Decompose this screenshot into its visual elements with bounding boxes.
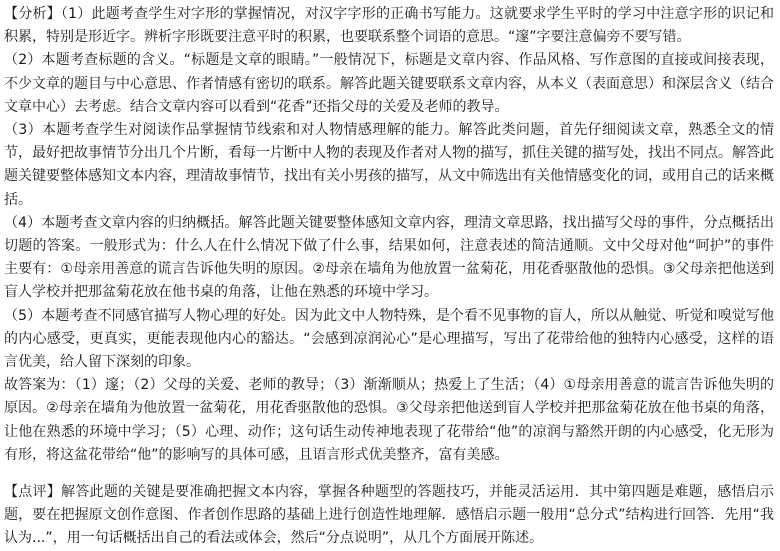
analysis-item-2: （2）本题考查标题的含义。“标题是文章的眼睛。”一般情况下，标题是文章内容、作品风格、写作意图的直接或间接表现，不少文章的题目与中心意思、作者情感有密切的联系。解答此题关键要联系文章内容，从本义（表面意思）和深层含义（结合文章中心）去考虑。结合文章内容可以看到“花香”还指父母的关爱及老师的教导。 (4, 52, 774, 115)
analysis-item-1: 【分析】（1）此题考查学生对字形的掌握情况，对汉字字形的正确书写能力。这就要求学生平时的学习中注意字形的识记和积累，特别是形近字。辨析字形既要注意平时的积累，也要联系整个词语的意思。“邃”字要注意偏旁不要写错。 (4, 6, 774, 46)
answer-paragraph: 故答案为：（1）邃；（2）父母的关爱、老师的教导；（3）渐渐顺从；热爱上了生活；（4）①母亲用善意的谎言告诉他失明的原因。②母亲在墙角为他放置一盆菊花，用花香驱散他的恐惧。③父母亲把他送到盲人学校并把那盆菊花放在他书桌的角落，让他在熟悉的环境中学习；（5）心理、动作；这句话生动传神地表现了花带给“他”的凉润与豁然开朗的内心感受，化无形为有形，将这盆花带给“他”的影响写的具体可感，且语言形式优美整齐，富有美感。 (4, 377, 774, 463)
analysis-item-3: （3）本题考查学生对阅读作品掌握情节线索和对人物情感理解的能力。解答此类问题，首先仔细阅读文章，熟悉全文的情节，最好把故事情节分出几个片断，看每一片断中人物的表现及作者对人物的描写，抓住关键的描写处，找出不同点。解答此题关键要整体感知文本内容，理清故事情节，找出有关小男孩的描写，从文中筛选出有关他情感变化的词，或用自己的话来概括。 (4, 122, 774, 208)
comment-section (4, 481, 774, 551)
analysis-item-5: （5）本题考查不同感官描写人物心理的好处。因为此文中人物特殊，是个看不见事物的盲人，所以从触觉、听觉和嗅觉写他的内心感受，更真实，更能表现他内心的豁达。“会感到凉润沁心”是心理描写，写出了花带给他的独特内心感受，这样的语言优美，给人留下深刻的印象。 (4, 307, 774, 371)
analysis-item-4: （4）本题考查文章内容的归纳概括。解答此题关键要整体感知文章内容，理清文章思路，找出描写父母的事件，分点概括出切题的答案。一般形式为：什么人在什么情况下做了什么事，结果如何，注意表述的简洁通顺。文中父母对他“呵护”的事件主要有：①母亲用善意的谎言告诉他失明的原因。②母亲在墙角为他放置一盆菊花，用花香驱散他的恐惧。③父母亲把他送到盲人学校并把那盆菊花放在他书桌的角落，让他在熟悉的环境中学习。 (4, 214, 774, 301)
analysis-section (4, 3, 774, 467)
comment-paragraph: 【点评】解答此题的关键是要准确把握文本内容，掌握各种题型的答题技巧，并能灵活运用．其中第四题是难题，感悟启示题，要在把握原文创作意图、作者创作思路的基础上进行创造性地理解．感悟启示题一般用“总分式”结构进行回答．先用“我认为...”，用一句话概括出自己的看法或体会，然后“分点说明”，从几个方面展开陈述。 (4, 484, 774, 547)
section-spacer (4, 467, 774, 481)
